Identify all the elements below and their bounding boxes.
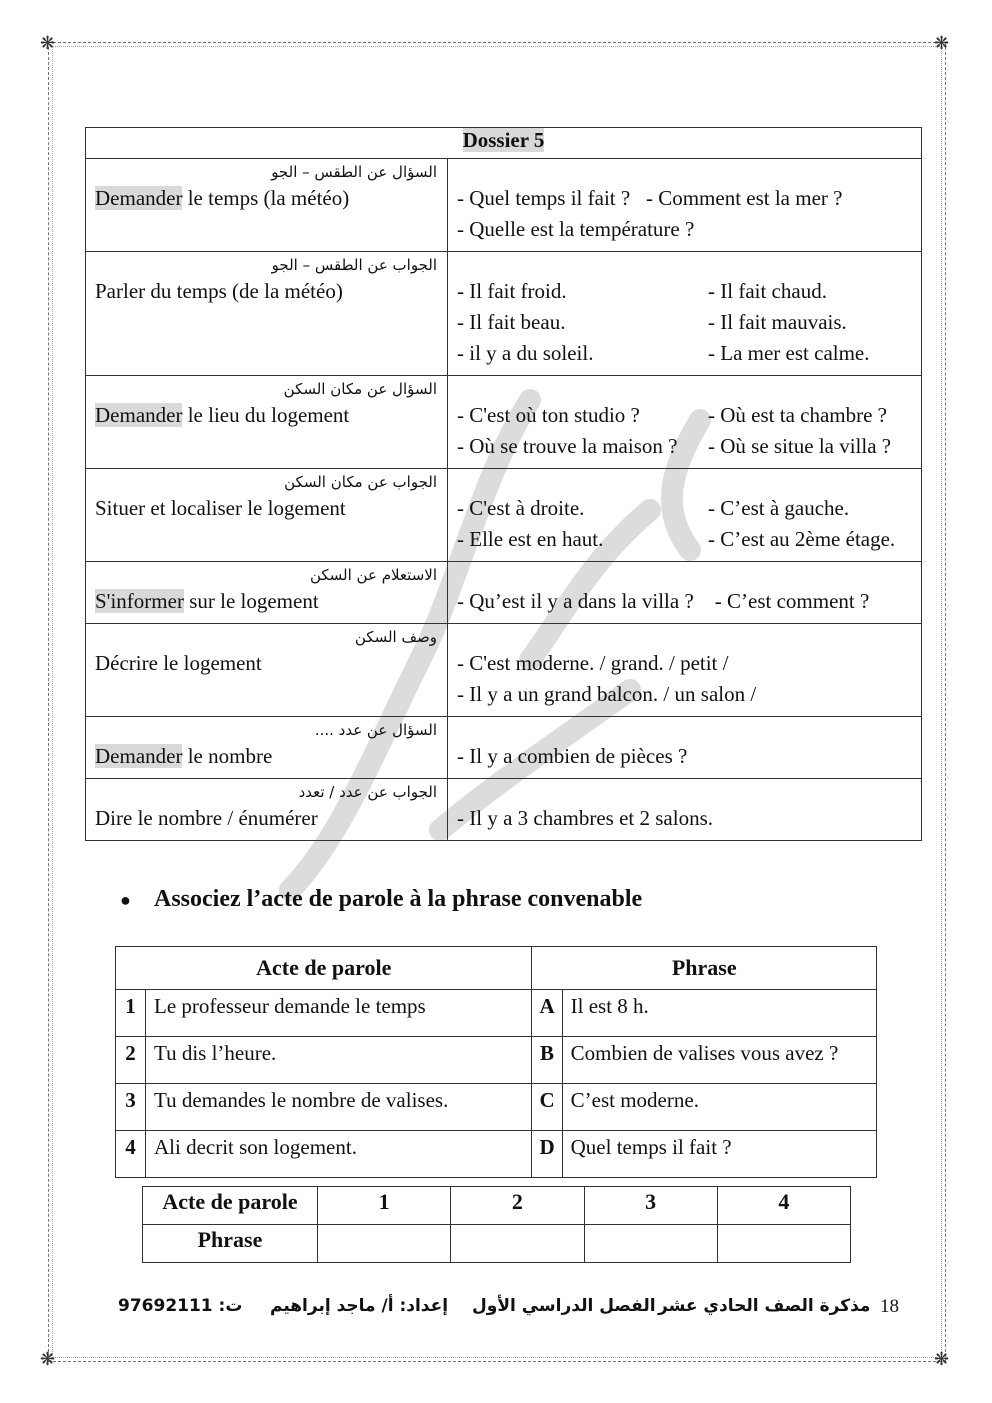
corner-ornament-icon: ❋ (40, 1349, 56, 1369)
footer-title: مذكرة الصف الحادي عشر (658, 1296, 871, 1316)
table-row: 1 Le professeur demande le temps A Il est 8 h. (116, 990, 877, 1037)
table-row: 2 Tu dis l’heure. B Combien de valises vous avez ? (116, 1037, 877, 1084)
table-row: الاستعلام عن السكن S'informer sur le logement - Qu’est il y a dans la villa ? - C’est comment ? (86, 562, 922, 624)
table-row: Phrase (143, 1225, 851, 1263)
answer-grid (142, 1186, 851, 1263)
footer-phone: ت: 97692111 (118, 1296, 243, 1316)
table-row: السؤال عن مكان السكن Demander le lieu du logement - C'est où ton studio ? - Où est ta chambre ? - Où se trouve la maison ? - Où se situe la villa ? (86, 376, 922, 469)
corner-ornament-icon: ❋ (934, 1349, 950, 1369)
exercise-instruction: ● Associez l’acte de parole à la phrase convenable (120, 886, 643, 912)
corner-ornament-icon: ❋ (934, 33, 950, 53)
table-row: 3 Tu demandes le nombre de valises. C C’est moderne. (116, 1084, 877, 1131)
dossier-title: Dossier 5 (86, 128, 922, 159)
arabic-label: السؤال عن الطقس – الجو (271, 163, 437, 181)
column-header: Acte de parole (116, 947, 532, 990)
table-row: السؤال عن الطقس – الجو Demander le temps (la météo) - Quel temps il fait ? - Comment est la mer ? - Quelle est la température ? (86, 159, 922, 252)
table-row: 4 Ali decrit son logement. D Quel temps il fait ? (116, 1131, 877, 1178)
table-row: وصف السكن Décrire le logement - C'est moderne. / grand. / petit / - Il y a un grand balcon. / un salon / (86, 624, 922, 717)
page-footer (118, 1296, 898, 1322)
footer-semester: الفصل الدراسي الأول (472, 1296, 656, 1316)
association-table (115, 946, 877, 1178)
answer-cell-4[interactable] (717, 1225, 850, 1263)
table-row: الجواب عن عدد / تعدد Dire le nombre / énumérer - Il y a 3 chambres et 2 salons. (86, 779, 922, 841)
answer-cell-1[interactable] (318, 1225, 451, 1263)
table-row: الجواب عن الطقس – الجو Parler du temps (de la météo) - Il fait froid. - Il fait chaud. - Il fait beau. - Il fait mauvais. - il y a du soleil. - La mer est calme. (86, 252, 922, 376)
page-number: 18 (880, 1296, 899, 1317)
table-row: السؤال عن عدد .... Demander le nombre - Il y a combien de pièces ? (86, 717, 922, 779)
answer-cell-2[interactable] (451, 1225, 584, 1263)
bullet-icon: ● (120, 889, 131, 910)
footer-author: إعداد: أ/ ماجد إبراهيم (270, 1296, 449, 1316)
answer-cell-3[interactable] (584, 1225, 717, 1263)
table-row: Acte de parole 1 2 3 4 (143, 1187, 851, 1225)
dossier-table (85, 127, 922, 841)
table-row: الجواب عن مكان السكن Situer et localiser le logement - C'est à droite. - C’est à gauche. - Elle est en haut. - C’est au 2ème étage. (86, 469, 922, 562)
corner-ornament-icon: ❋ (40, 33, 56, 53)
column-header: Phrase (532, 947, 877, 990)
